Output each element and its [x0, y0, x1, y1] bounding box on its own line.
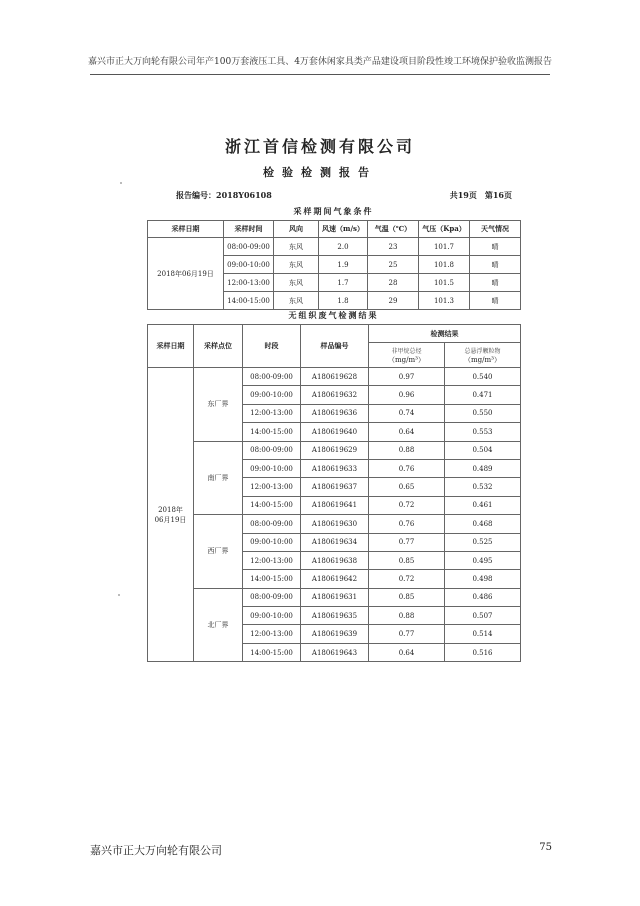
gas-cell: 0.486 [445, 588, 521, 606]
gas-cell: A180619642 [301, 570, 369, 588]
gas-cell: 14:00-15:00 [243, 423, 301, 441]
gas-cell: 12:00-13:00 [243, 625, 301, 643]
gas-cell: 08:00-09:00 [243, 368, 301, 386]
gas-cell: 0.88 [369, 607, 445, 625]
sampling-point-cell: 北厂界 [194, 588, 243, 662]
table-row [148, 588, 521, 606]
gas-cell: 0.495 [445, 551, 521, 569]
gas-cell: 0.468 [445, 515, 521, 533]
gas-cell: 08:00-09:00 [243, 515, 301, 533]
company-name: 浙江首信检测有限公司 [224, 137, 415, 156]
weather-header-cell: 风向 [274, 221, 319, 238]
gas-cell: 09:00-10:00 [243, 386, 301, 404]
weather-header-cell: 采样时间 [224, 221, 274, 238]
gas-caption: 无组织废气检测结果 [288, 310, 379, 320]
gas-cell: A180619631 [301, 588, 369, 606]
header-tsp [445, 343, 521, 368]
gas-results-table [147, 324, 521, 662]
footer-company: 嘉兴市正大万向轮有限公司 [90, 844, 222, 857]
weather-header-cell: 气压（Kpa） [419, 221, 470, 238]
header-period: 时段 [243, 325, 301, 368]
weather-cell: 12:00-13:00 [224, 274, 274, 292]
weather-header-cell: 气温（℃） [368, 221, 419, 238]
gas-cell: 0.516 [445, 643, 521, 661]
weather-cell: 2.0 [319, 238, 368, 256]
weather-cell: 29 [368, 292, 419, 310]
gas-cell: A180619636 [301, 404, 369, 422]
gas-cell: 12:00-13:00 [243, 478, 301, 496]
scan-speck [118, 594, 120, 596]
gas-cell: 0.507 [445, 607, 521, 625]
weather-cell: 晴 [470, 292, 521, 310]
gas-cell: 0.88 [369, 441, 445, 459]
gas-date-line1: 2018年 [158, 505, 183, 514]
sampling-point-cell: 东厂界 [194, 368, 243, 442]
gas-cell: A180619628 [301, 368, 369, 386]
gas-cell: 0.85 [369, 588, 445, 606]
gas-cell: A180619640 [301, 423, 369, 441]
weather-cell: 晴 [470, 274, 521, 292]
page-header: 嘉兴市正大万向轮有限公司年产100万套液压工具、4万套休闲家具类产品建设项目阶段性竣工环境保护验收监测报告 [88, 57, 552, 67]
sampling-point-cell: 西厂界 [194, 515, 243, 589]
gas-cell: 14:00-15:00 [243, 643, 301, 661]
weather-cell: 东风 [274, 256, 319, 274]
gas-cell: 0.64 [369, 423, 445, 441]
gas-cell: 0.540 [445, 368, 521, 386]
gas-cell: 0.72 [369, 496, 445, 514]
gas-cell: 0.77 [369, 625, 445, 643]
sampling-point-cell: 南厂界 [194, 441, 243, 515]
table-row [148, 515, 521, 533]
gas-cell: 0.504 [445, 441, 521, 459]
weather-date-cell: 2018年06月19日 [148, 238, 224, 310]
weather-cell: 1.7 [319, 274, 368, 292]
weather-cell: 晴 [470, 238, 521, 256]
gas-cell: A180619638 [301, 551, 369, 569]
weather-cell: 东风 [274, 274, 319, 292]
header-tsp-label: 总悬浮颗粒物 [464, 347, 501, 355]
gas-cell: A180619629 [301, 441, 369, 459]
gas-cell: 0.461 [445, 496, 521, 514]
gas-cell: 0.77 [369, 533, 445, 551]
gas-cell: 0.525 [445, 533, 521, 551]
weather-header-cell: 采样日期 [148, 221, 224, 238]
weather-header-row [148, 221, 521, 238]
weather-header-cell: 天气情况 [470, 221, 521, 238]
page-count: 共19页 第16页 [449, 190, 512, 200]
gas-cell: A180619643 [301, 643, 369, 661]
weather-cell: 08:00-09:00 [224, 238, 274, 256]
gas-cell: 09:00-10:00 [243, 533, 301, 551]
gas-cell: 0.72 [369, 570, 445, 588]
gas-date-line2: 06月19日 [154, 515, 187, 524]
weather-cell: 14:00-15:00 [224, 292, 274, 310]
gas-cell: 0.514 [445, 625, 521, 643]
gas-cell: 0.532 [445, 478, 521, 496]
gas-cell: A180619633 [301, 459, 369, 477]
weather-cell: 101.7 [419, 238, 470, 256]
gas-cell: 12:00-13:00 [243, 551, 301, 569]
header-tsp-unit: （mg/m³） [464, 355, 501, 364]
report-title: 检验检测报告 [263, 166, 377, 179]
weather-header-cell: 风速（m/s） [319, 221, 368, 238]
weather-caption: 采样期间气象条件 [293, 206, 374, 216]
header-nmhc [369, 343, 445, 368]
gas-cell: 08:00-09:00 [243, 588, 301, 606]
weather-cell: 101.5 [419, 274, 470, 292]
table-row [148, 441, 521, 459]
header-point: 采样点位 [194, 325, 243, 368]
gas-header-row [148, 325, 521, 343]
weather-cell: 101.3 [419, 292, 470, 310]
gas-cell: 0.97 [369, 368, 445, 386]
weather-cell: 28 [368, 274, 419, 292]
gas-cell: 0.74 [369, 404, 445, 422]
weather-cell: 东风 [274, 238, 319, 256]
table-row [148, 238, 521, 256]
gas-cell: 0.471 [445, 386, 521, 404]
scan-speck [120, 182, 122, 184]
gas-cell: 0.76 [369, 515, 445, 533]
header-results: 检测结果 [369, 325, 521, 343]
header-rule [90, 74, 550, 75]
gas-cell: 09:00-10:00 [243, 607, 301, 625]
gas-cell: 09:00-10:00 [243, 459, 301, 477]
weather-cell: 东风 [274, 292, 319, 310]
gas-date-cell [148, 368, 194, 662]
gas-cell: 0.550 [445, 404, 521, 422]
weather-cell: 1.8 [319, 292, 368, 310]
gas-cell: 0.76 [369, 459, 445, 477]
gas-cell: A180619632 [301, 386, 369, 404]
gas-cell: A180619634 [301, 533, 369, 551]
gas-cell: 0.85 [369, 551, 445, 569]
gas-cell: 12:00-13:00 [243, 404, 301, 422]
weather-cell: 23 [368, 238, 419, 256]
gas-cell: 0.498 [445, 570, 521, 588]
weather-cell: 25 [368, 256, 419, 274]
weather-cell: 09:00-10:00 [224, 256, 274, 274]
table-row [148, 368, 521, 386]
header-nmhc-unit: （mg/m³） [388, 355, 425, 364]
gas-cell: 0.489 [445, 459, 521, 477]
gas-cell: 08:00-09:00 [243, 441, 301, 459]
header-date: 采样日期 [148, 325, 194, 368]
gas-cell: A180619635 [301, 607, 369, 625]
weather-table [147, 220, 521, 310]
gas-cell: 0.96 [369, 386, 445, 404]
weather-cell: 晴 [470, 256, 521, 274]
header-sample: 样品编号 [301, 325, 369, 368]
gas-cell: A180619639 [301, 625, 369, 643]
weather-cell: 1.9 [319, 256, 368, 274]
gas-cell: 0.64 [369, 643, 445, 661]
gas-cell: A180619637 [301, 478, 369, 496]
gas-cell: A180619641 [301, 496, 369, 514]
report-number: 报告编号：2018Y06108 [176, 190, 272, 200]
gas-cell: 0.553 [445, 423, 521, 441]
gas-cell: 14:00-15:00 [243, 496, 301, 514]
gas-cell: 0.65 [369, 478, 445, 496]
gas-cell: 14:00-15:00 [243, 570, 301, 588]
page-number: 75 [539, 842, 552, 853]
weather-cell: 101.8 [419, 256, 470, 274]
header-nmhc-label: 非甲烷总烃 [391, 347, 422, 355]
gas-cell: A180619630 [301, 515, 369, 533]
